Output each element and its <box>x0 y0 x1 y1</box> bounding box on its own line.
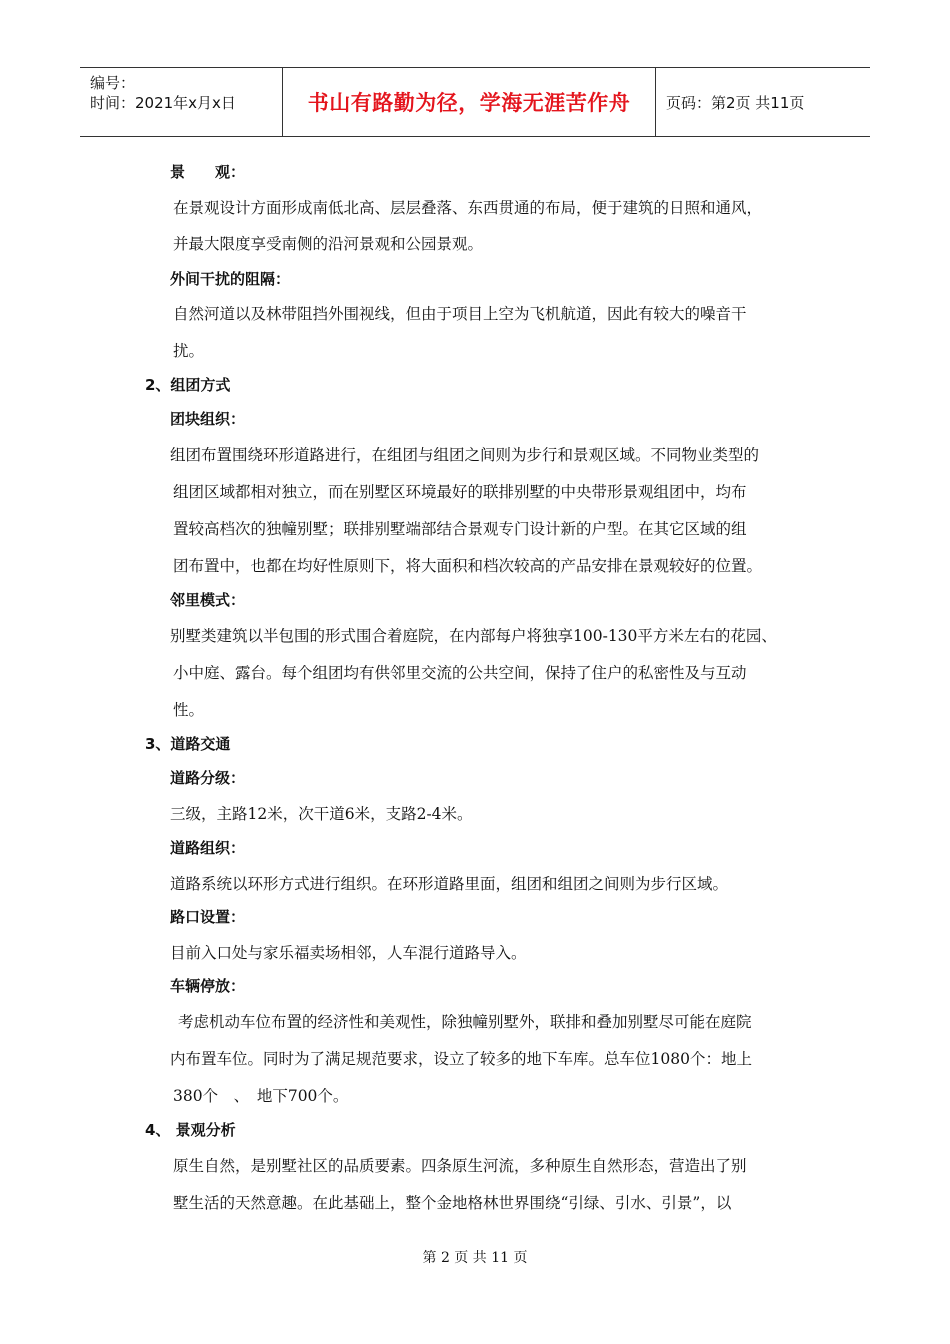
header-meta <box>80 68 282 136</box>
section-heading-3: 3、道路交通 <box>145 735 231 753</box>
paragraph-line: 目前入口处与家乐福卖场相邻，人车混行道路导入。 <box>170 944 527 962</box>
paragraph-line: 置较高档次的独幢别墅；联排别墅端部结合景观专门设计新的户型。在其它区域的组 <box>173 520 747 538</box>
heading-road-organization: 道路组织： <box>170 839 246 857</box>
paragraph-line: 考虑机动车位布置的经济性和美观性，除独幢别墅外，联排和叠加别墅尽可能在庭院 <box>178 1013 752 1031</box>
heading-cluster: 团块组织： <box>170 410 246 428</box>
paragraph-line: 三级，主路12米，次干道6米，支路2-4米。 <box>170 805 473 823</box>
document-time-label: 时间：2021年x月x日 <box>90 94 236 112</box>
paragraph-line: 道路系统以环形方式进行组织。在环形道路里面，组团和组团之间则为步行区域。 <box>170 875 729 893</box>
paragraph-line: 小中庭、露台。每个组团均有供邻里交流的公共空间，保持了住户的私密性及与互动 <box>173 664 747 682</box>
header-page-number: 页码：第2页 共11页 <box>666 93 805 112</box>
page-footer: 第 2 页 共 11 页 <box>422 1250 528 1266</box>
section-heading-2: 2、组团方式 <box>145 376 231 394</box>
heading-landscape: 景 观： <box>170 163 246 181</box>
header-motto: 书山有路勤为径，学海无涯苦作舟 <box>282 68 656 136</box>
heading-parking: 车辆停放： <box>170 977 246 995</box>
heading-entrance: 路口设置： <box>170 908 246 926</box>
section-heading-4: 4、 景观分析 <box>145 1121 236 1139</box>
paragraph-line: 扰。 <box>173 342 205 360</box>
paragraph-line: 组团布置围绕环形道路进行，在组团与组团之间则为步行和景观区域。不同物业类型的 <box>170 446 760 464</box>
paragraph-line: 团布置中，也都在均好性原则下，将大面积和档次较高的产品安排在景观较好的位置。 <box>173 557 763 575</box>
paragraph-line: 内布置车位。同时为了满足规范要求，设立了较多的地下车库。总车位1080个：地上 <box>170 1050 752 1068</box>
paragraph-line: 380个 、 地下700个。 <box>173 1087 349 1105</box>
page-header <box>80 67 870 137</box>
paragraph-line: 别墅类建筑以半包围的形式围合着庭院，在内部每户将独享100-130平方米左右的花园、 <box>170 627 777 645</box>
heading-road-grade: 道路分级： <box>170 769 246 787</box>
paragraph-line: 原生自然，是别墅社区的品质要素。四条原生河流，多种原生自然形态，营造出了别 <box>173 1157 747 1175</box>
document-number-label: 编号： <box>90 74 136 92</box>
paragraph-line: 自然河道以及林带阻挡外围视线，但由于项目上空为飞机航道，因此有较大的噪音干 <box>173 305 747 323</box>
paragraph-line: 在景观设计方面形成南低北高、层层叠落、东西贯通的布局，便于建筑的日照和通风， <box>173 199 763 217</box>
heading-interference: 外间干扰的阻隔： <box>170 270 291 288</box>
paragraph-line: 墅生活的天然意趣。在此基础上，整个金地格林世界围绕“引绿、引水、引景”，以 <box>173 1194 732 1212</box>
heading-neighborhood: 邻里模式： <box>170 591 246 609</box>
paragraph-line: 并最大限度享受南侧的沿河景观和公园景观。 <box>173 235 484 253</box>
paragraph-line: 组团区域都相对独立，而在别墅区环境最好的联排别墅的中央带形景观组团中，均布 <box>173 483 747 501</box>
paragraph-line: 性。 <box>173 701 205 719</box>
